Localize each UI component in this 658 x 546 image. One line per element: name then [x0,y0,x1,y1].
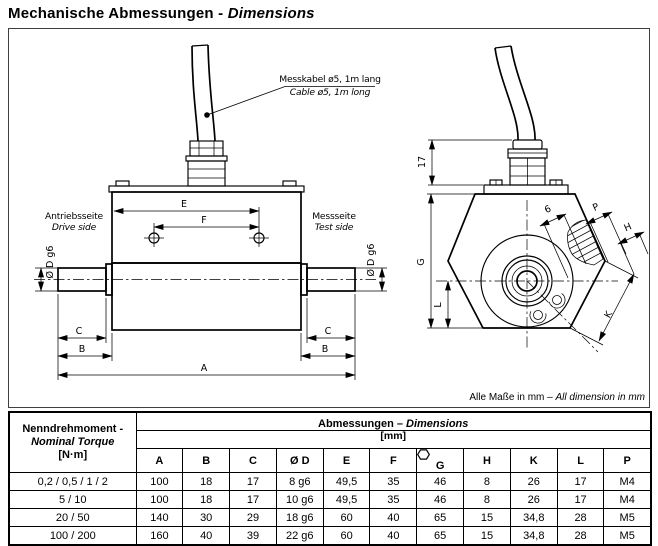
table-cell: M4 [604,491,651,509]
dim-E [114,199,259,233]
table-cell: 60 [323,527,370,546]
table-cell: 18 [183,473,230,491]
dimensions-table [8,411,652,546]
drive-side-label-en: Drive side [51,222,97,233]
table-cell: 46 [417,491,464,509]
torque-header-line2: Nominal Torque [31,436,115,448]
table-cell: 8 [464,491,511,509]
col-header-E: E [323,449,370,473]
technical-drawing-frame [8,28,650,408]
torque-value: 0,2 / 0,5 / 1 / 2 [9,473,136,491]
dim-shaft-dia-right [355,244,387,291]
svg-text:6: 6 [542,203,553,216]
col-header-B: B [183,449,230,473]
table-cell: 26 [510,491,557,509]
svg-text:Ø D g6: Ø D g6 [366,243,377,277]
svg-text:C: C [324,326,332,337]
torque-value: 20 / 50 [9,509,136,527]
dim-gland-height-17 [417,140,512,185]
svg-text:B: B [78,344,86,355]
table-row [9,473,651,491]
cable-label-en: Cable ø5, 1m long [289,87,371,98]
table-cell: M4 [604,473,651,491]
side-view [34,45,387,380]
dim-L [433,281,448,328]
table-row [9,491,651,509]
flange-screw-holes [529,293,568,324]
table-cell: 18 [183,491,230,509]
svg-text:K: K [602,309,616,321]
col-header-L: L [557,449,604,473]
torque-value: 100 / 200 [9,527,136,546]
col-header-D: Ø D [276,449,323,473]
svg-text:17: 17 [417,155,428,169]
table-cell: 15 [464,527,511,546]
table-cell: 8 [464,473,511,491]
table-cell: 40 [370,509,417,527]
mounting-holes [144,229,269,247]
table-cell: 160 [136,527,183,546]
col-header-H: H [464,449,511,473]
units-note-de: Alle Maße in mm – [469,392,556,403]
torque-header-line3: [N·m] [58,449,88,461]
dim-F [154,215,259,233]
cable-gland-end [508,140,547,185]
table-cell: 39 [230,527,277,546]
hexagon-icon [417,449,430,460]
test-side-label-en: Test side [314,222,354,233]
top-plate [484,180,568,194]
svg-text:E: E [180,199,188,210]
sensor-body-outline [58,181,355,330]
page-title-de: Mechanische Abmessungen - [8,5,228,22]
units-note [469,392,645,403]
test-side-label-de: Messseite [312,211,356,222]
cable-gland [186,141,227,186]
table-cell: 28 [557,527,604,546]
table-cell: 60 [323,509,370,527]
table-header-row-1 [9,412,651,431]
col-header-C: C [230,449,277,473]
table-cell: 100 [136,473,183,491]
table-cell: 140 [136,509,183,527]
dims-header-en: Dimensions [406,418,469,430]
dims-header-cell [136,412,651,431]
col-header-G: G [417,449,464,473]
cable-label-de: Messkabel ø5, 1m lang [279,74,381,85]
dim-shaft-dia-left [35,246,60,291]
table-cell: 15 [464,509,511,527]
svg-text:G: G [416,258,427,266]
table-cell: 34,8 [510,527,557,546]
table-cell: 40 [183,527,230,546]
table-cell: M5 [604,527,651,546]
table-cell: M5 [604,509,651,527]
table-row [9,527,651,546]
table-cell: 49,5 [323,491,370,509]
table-cell: 65 [417,509,464,527]
table-cell: 22 g6 [276,527,323,546]
end-view [416,46,648,352]
table-cell: 34,8 [510,509,557,527]
table-cell: 10 g6 [276,491,323,509]
dims-unit-cell: [mm] [136,431,651,449]
col-header-K: K [510,449,557,473]
torque-value: 5 / 10 [9,491,136,509]
table-cell: 28 [557,509,604,527]
dim-H [618,221,648,274]
dim-B-right [301,333,355,361]
dim-C-left [58,294,106,380]
svg-text:C: C [75,326,83,337]
table-cell: 26 [510,473,557,491]
torque-header-line1: Nenndrehmoment - [22,423,124,435]
dim-C-right [307,294,355,380]
col-header-A: A [136,449,183,473]
svg-text:F: F [201,215,207,226]
table-cell: 17 [557,491,604,509]
table-cell: 17 [557,473,604,491]
col-header-F: F [370,449,417,473]
svg-text:H: H [622,221,634,235]
table-cell: 8 g6 [276,473,323,491]
measuring-cable-end [495,46,535,140]
svg-text:Ø D g6: Ø D g6 [45,245,56,279]
svg-text:L: L [433,302,444,308]
table-row [9,509,651,527]
drive-side-label-de: Antriebsseite [45,211,103,222]
svg-text:A: A [200,363,208,374]
table-cell: 65 [417,527,464,546]
technical-drawing [8,28,650,408]
page-title [8,5,650,22]
table-cell: 49,5 [323,473,370,491]
dims-header-de: Abmessungen – [318,418,407,430]
svg-text:B: B [321,344,329,355]
table-cell: 29 [230,509,277,527]
units-note-en: All dimension in mm [555,392,645,403]
measuring-cable [192,45,215,141]
table-cell: 40 [370,527,417,546]
page-title-en: Dimensions [227,5,315,22]
svg-text:P: P [591,201,601,214]
table-cell: 46 [417,473,464,491]
table-cell: 100 [136,491,183,509]
table-cell: 17 [230,473,277,491]
dim-B-left [58,333,112,361]
torque-header-cell [9,412,136,473]
dim-K [570,261,638,345]
table-cell: 35 [370,491,417,509]
table-cell: 18 g6 [276,509,323,527]
col-header-P: P [604,449,651,473]
table-cell: 35 [370,473,417,491]
table-cell: 30 [183,509,230,527]
dim-A [58,363,355,375]
table-cell: 17 [230,491,277,509]
